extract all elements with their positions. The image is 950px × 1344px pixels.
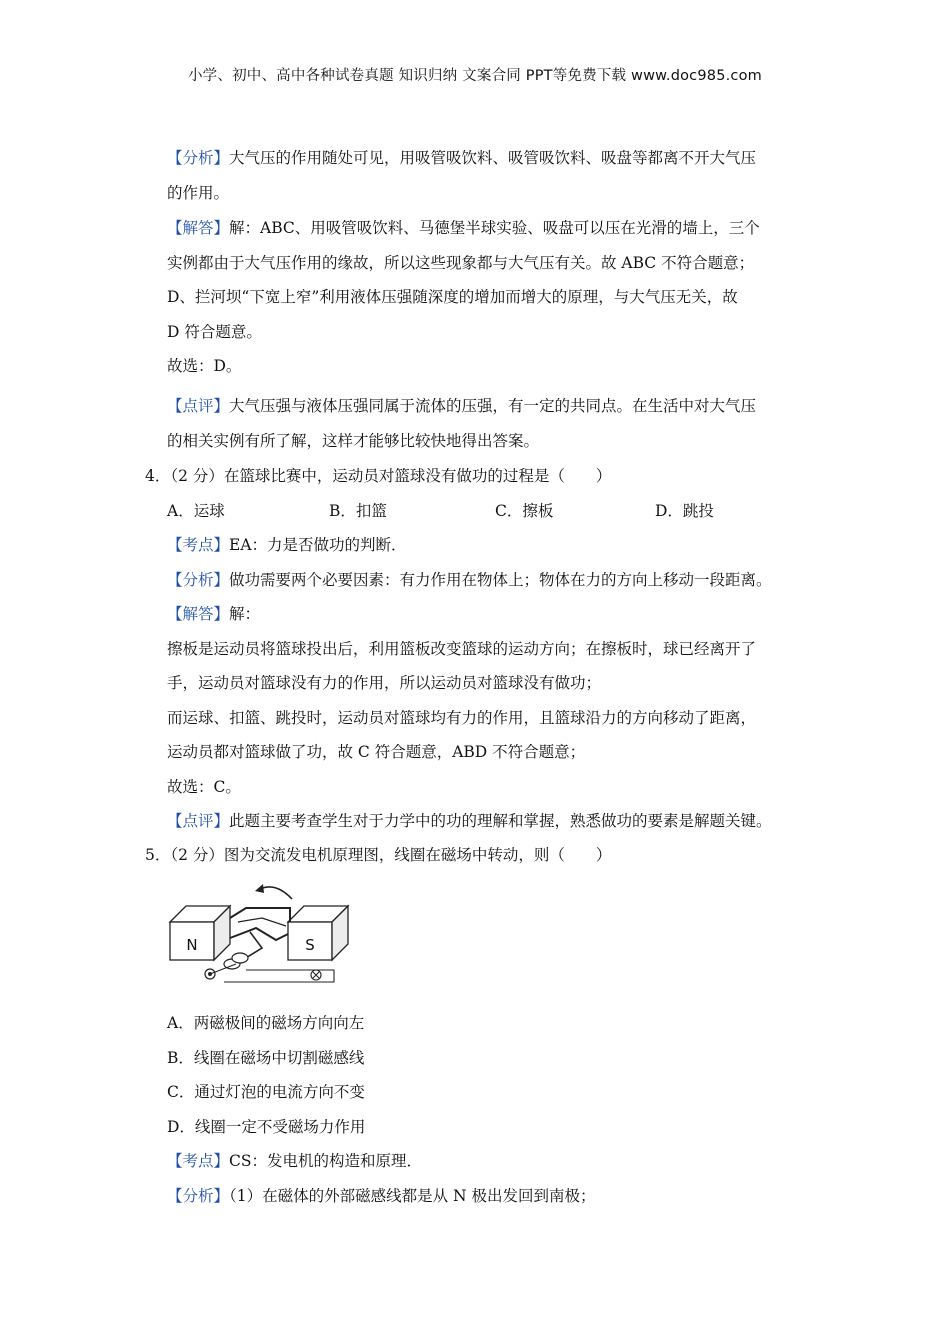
- pole-n-label: N: [186, 936, 198, 954]
- comment-tag: 【点评】: [167, 812, 230, 830]
- solution-text: 而运球、扣篮、跳投时，运动员对篮球均有力的作用，且篮球沿力的方向移动了距离，: [167, 708, 757, 727]
- analysis-tag: 【分析】: [167, 570, 230, 589]
- q5-options: [167, 1006, 827, 1213]
- generator-diagram: [166, 878, 352, 986]
- comment-text: 此题主要考查学生对于力学中的功的理解和掌握，熟悉做功的要素是解题关键。: [229, 812, 772, 830]
- solution-text: 实例都由于大气压作用的缘故，所以这些现象都与大气压有关。故 ABC 不符合题意；: [167, 253, 755, 272]
- rotation-arrow-icon: [260, 887, 292, 899]
- point-tag: 【考点】: [167, 1152, 230, 1170]
- solution-text: 擦板是运动员将篮球投出后，利用篮板改变篮球的运动方向；在擦板时，球已经离开了: [167, 639, 757, 658]
- question-4: [145, 459, 611, 494]
- comment-text: 的相关实例有所了解，这样才能够比较快地得出答案。: [167, 431, 540, 450]
- option-a: A．运球: [167, 502, 225, 520]
- analysis-text: （1）在磁体的外部磁感线都是从 N 极出发回到南极；: [229, 1186, 596, 1205]
- solution-text: 解：: [229, 605, 261, 623]
- option-b: B．扣篮: [329, 502, 387, 520]
- solution-answer: 故选：C。: [167, 777, 241, 796]
- q3-solution: [167, 211, 827, 384]
- option-d: D．跳投: [655, 502, 714, 520]
- solution-text: 手，运动员对篮球没有力的作用，所以运动员对篮球没有做功；: [167, 674, 602, 692]
- q4-analysis: [167, 528, 827, 839]
- option-c: C．擦板: [495, 502, 554, 520]
- question-number: 5．: [145, 846, 171, 864]
- comment-tag: 【点评】: [167, 397, 230, 415]
- question-stem: （2 分）图为交流发电机原理图，线圈在磁场中转动，则（ ）: [170, 846, 612, 864]
- q3-comment: [167, 389, 827, 458]
- solution-text: 解：ABC、用吸管吸饮料、马德堡半球实验、吸盘可以压在光滑的墙上，三个: [229, 219, 760, 237]
- option-c: C．通过灯泡的电流方向不变: [167, 1083, 365, 1101]
- question-stem: （2 分）在篮球比赛中，运动员对篮球没有做功的过程是（ ）: [170, 467, 612, 485]
- point-text: EA：力是否做功的判断．: [229, 536, 407, 554]
- pole-s-label: S: [305, 936, 315, 954]
- analysis-tag: 【分析】: [167, 149, 230, 167]
- question-5: [145, 838, 611, 873]
- solution-text: D 符合题意。: [167, 322, 262, 341]
- q3-analysis: [167, 141, 827, 210]
- analysis-text: 做功需要两个必要因素：有力作用在物体上；物体在力的方向上移动一段距离。: [229, 570, 772, 589]
- point-tag: 【考点】: [167, 536, 230, 554]
- solution-tag: 【解答】: [167, 219, 230, 237]
- point-text: CS：发电机的构造和原理．: [229, 1152, 422, 1170]
- solution-text: 运动员都对篮球做了功，故 C 符合题意，ABD 不符合题意；: [167, 743, 586, 761]
- q4-options: [167, 494, 827, 529]
- solution-answer: 故选：D。: [167, 357, 242, 375]
- solution-text: D、拦河坝“下宽上窄”利用液体压强随深度的增加而增大的原理，与大气压无关，故: [167, 288, 738, 306]
- analysis-text: 大气压的作用随处可见，用吸管吸饮料、吸管吸饮料、吸盘等都离不开大气压: [229, 149, 757, 167]
- question-number: 4．: [145, 467, 171, 485]
- option-d: D．线圈一定不受磁场力作用: [167, 1117, 366, 1136]
- solution-tag: 【解答】: [167, 605, 230, 623]
- comment-text: 大气压强与液体压强同属于流体的压强，有一定的共同点。在生活中对大气压: [229, 397, 757, 415]
- option-b: B．线圈在磁场中切割磁感线: [167, 1048, 365, 1067]
- analysis-tag: 【分析】: [167, 1186, 230, 1205]
- option-a: A．两磁极间的磁场方向向左: [167, 1014, 365, 1032]
- page-header: 小学、初中、高中各种试卷真题 知识归纳 文案合同 PPT等免费下载 www.doc985.com: [187, 68, 763, 84]
- analysis-text: 的作用。: [167, 183, 230, 202]
